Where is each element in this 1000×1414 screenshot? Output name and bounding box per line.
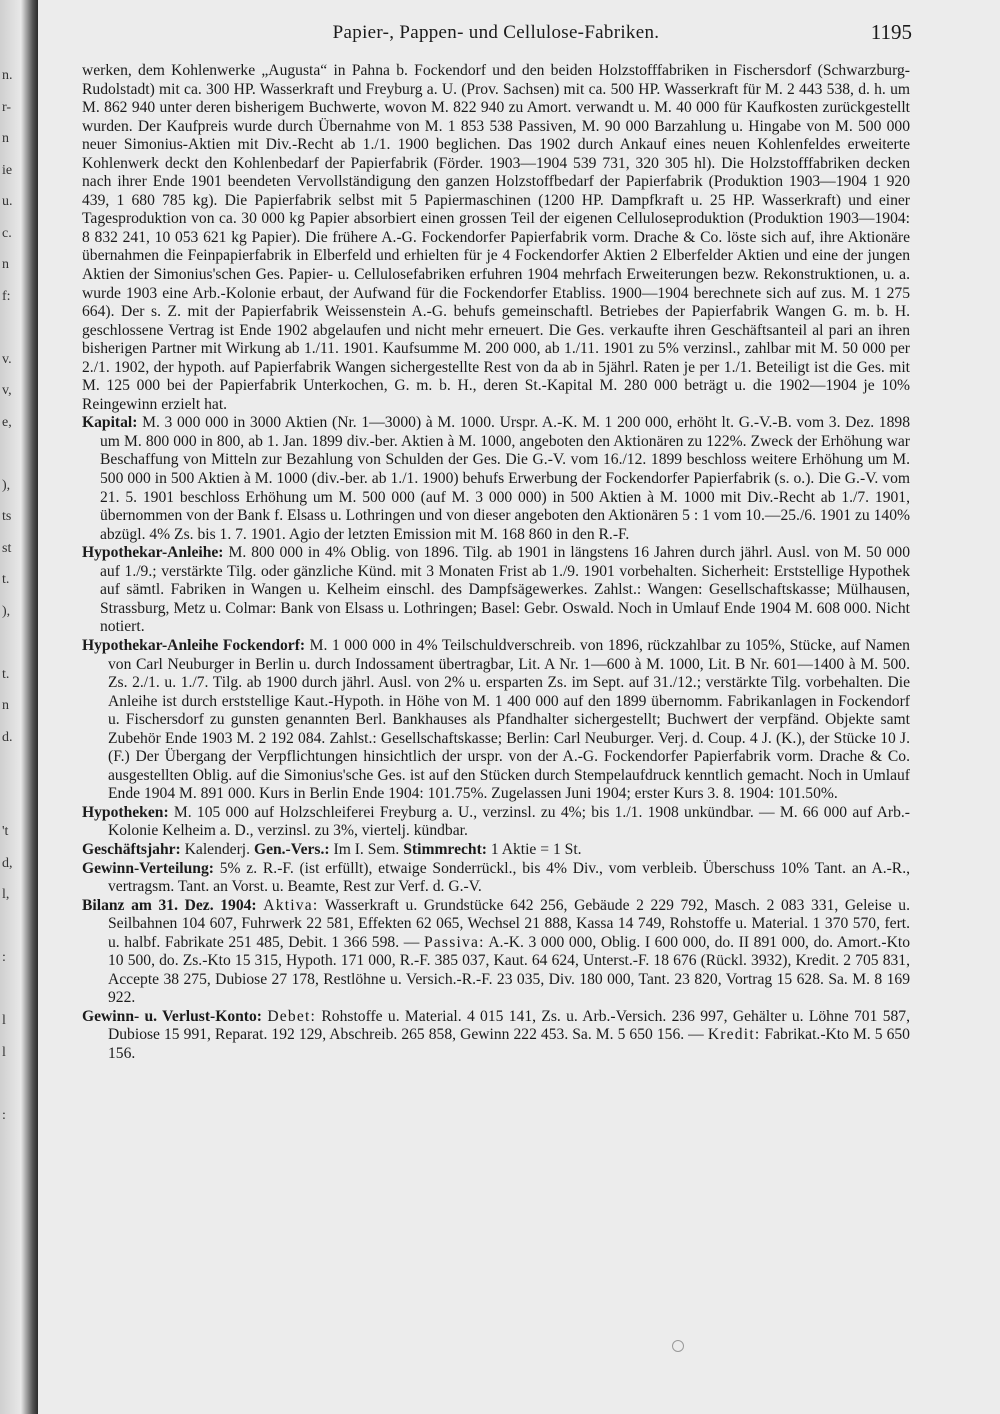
hypothekar-anleihe-fockendorf-text: M. 1 000 000 in 4% Teilschuldverschreib. von 1896, rückzahlbar zu 105%, Stücke, auf Namen von Carl Neuburger in Berlin u. durch Indossament übertragbar, Lit. A Nr. 1—600 à M. 1000, Lit. B Nr. 601—1400 à M. 500. Zs. 2./1. u. 1./7. Tilg. ab 1900 durch jährl. Ausl. von 2% u. ersparten Zs. im Sept. auf 31./12.; verstärkte Tilg. vorbehalten. Die Anleihe ist durch erststellige Kaut.-Hypoth. in Höhe von M. 1 400 000 auf den 1899 übernomm. Fabrikanlagen in Fockendorf u. Fischersdorf zu gunsten genannten Berl. Bankhauses als Pfandhalter sichergestellt; Buchwert der verpfänd. Objekte samt Zubehör Ende 1903 M. 2 192 084. Zahlst.: Gesellschaftskasse; Berlin: Carl Neuburger. Verj. d. Coup. 4 J. (K.), der Stücke 10 J. (F.) Der Übergang der Verpflichtungen hinsichtlich der urspr. von der A.-G. Fockendorfer Papierfabrik vorm. Drache & Co. ausgestellten Oblig. auf die Simonius'sche Ges. ist auf den Stücken durch Stempelaufdruck kenntlich gemacht. Noch in Umlauf Ende 1904 M. 891 000. Kurs in Berlin Ende 1904: 101.75%. Zugelassen Juni 1904; erster Kurs 3. 8. 1904: 101.50%. <box>108 636 910 803</box>
margin-fragment <box>2 785 16 817</box>
hypothekar-anleihe-entry <box>82 544 910 637</box>
bilanz-label: Bilanz am 31. Dez. 1904: <box>82 896 257 914</box>
margin-fragment <box>2 312 16 344</box>
hypotheken-text: M. 105 000 auf Holzschleiferei Freyburg a. U., verzinsl. zu 4%; bis 1./1. 1908 unkündbar. — M. 66 000 auf Arb.-Kolonie Kelheim a. D., verzinsl. zu 3%, viertelj. kündbar. <box>108 803 910 840</box>
margin-fragment: l, <box>2 887 10 902</box>
debet-label: Debet: <box>267 1007 317 1025</box>
margin-fragment <box>2 627 16 659</box>
debet-text: Rohstoffe u. Material. 4 015 141, Zs. u. Arb.-Versich. 236 997, Gehälter u. Löhne 701 587, Dubiose 15 991, Reparat. 192 129, Abschreib. 265 858, Gewinn 222 453. Sa. M. 5 650 156. — <box>108 1007 910 1044</box>
bilanz-entry <box>82 897 910 1008</box>
gewinn-verteilung-label: Gewinn-Verteilung: <box>82 859 214 877</box>
stimmrecht-label: Stimmrecht: <box>403 840 487 858</box>
company-history-paragraph: werken, dem Kohlenwerke „Augusta“ in Pahna b. Fockendorf und den beiden Holzstofffabriken in Fischersdorf (Schwarzburg-Rudolstadt) mit ca. 300 HP. Wasserkraft und Freyburg a. U. (Prov. Sachsen) mit ca. 500 HP. Wasserkraft für M. 2 443 538, d. h. um M. 862 940 unter deren bisherigem Buchwerte, wovon M. 822 940 zu Amort. verwandt u. M. 40 000 für Kaufkosten zurückgestellt wurden. Der Kaufpreis wurde durch Übernahme von M. 1 853 538 Passiven, M. 90 000 Barzahlung u. Hingabe von M. 500 000 neuer Simonius-Aktien mit Div.-Recht ab 1./1. 1900 beglichen. Das 1902 durch Ankauf eines neuen Kohlenfeldes erweiterte Kohlenwerk deckt den Kohlenbedarf der Papierfabrik (Förder. 1903—1904 539 731, 320 305 hl). Die Holzstofffabriken decken nach ihrer Ende 1901 beendeten Vervollständigung den ganzen Holzstoffbedarf der Papierfabrik (Produktion 1903—1904 1 920 439, 1 680 785 kg). Die Papierfabrik selbst mit 5 Papiermaschinen (1200 HP. Dampfkraft u. 25 HP. Wasserkraft) und einer Tagesproduktion von ca. 30 000 kg Papier absorbiert einen grossen Teil der eigenen Celluloseproduktion (Produktion 1903—1904: 8 832 241, 10 053 621 kg Papier). Die frühere A.-G. Fockendorfer Papierfabrik vorm. Drache & Co. löste sich auf, ihre Aktionäre übernahmen die Feinpapierfabrik in Elberfeld und erhielten für je 4 Fockendorfer Aktien 2 Elberfelder Aktien und eine der jungen Aktien der Simonius'schen Ges. Papier- u. Cellulosefabriken erfuhren 1904 mehrfach Erweiterungen bezw. Rekonstruktionen, u. a. wurde 1903 eine Arb.-Kolonie erbaut, der Aufwand für die Fockendorfer Etabliss. 1900—1904 berechnete sich auf zus. M. 1 275 664). Der s. Z. mit der Papierfabrik Weissenstein A.-G. behufs gemeinschaftl. Betriebes der Papierfabrik Wangen G. m. b. H. geschlossene Vertrag ist Ende 1902 abgelaufen und nicht mehr erneuert. Die Ges. verkaufte ihren Geschäftsanteil al pari an ihren bisherigen Partner mit Wirkung ab 1./11. 1901. Kaufsumme M. 200 000, ab 1./11. 1901 zu 5% verzinsl., zahlbar mit M. 50 000 per 2./1. 1902, der hypoth. auf Papierfabrik Wangen sichergestellte Rest von da ab in 5jährl. Raten je per 1./1. Beteiligt ist die Ges. mit M. 125 000 bei der Papierfabrik Unterkochen, G. m. b. H., deren St.-Kapital M. 280 000 beträgt u. die 1902—1904 je 10% Reingewinn erzielt hat. <box>82 62 910 413</box>
margin-fragment: e, <box>2 414 12 430</box>
stimmrecht-text: 1 Aktie = 1 St. <box>490 840 582 858</box>
page-number: 1195 <box>870 20 912 44</box>
margin-fragment: l <box>2 1013 6 1028</box>
margin-fragment <box>2 974 16 1006</box>
margin-fragment <box>2 753 16 785</box>
margin-fragment: n. <box>2 68 13 83</box>
body-text <box>82 62 910 1064</box>
margin-fragment: 't <box>2 824 9 839</box>
margin-fragment: n <box>2 257 9 272</box>
hypothekar-anleihe-text: M. 800 000 in 4% Oblig. von 1896. Tilg. ab 1901 in längstens 16 Jahren durch jährl. Ausl. von M. 50 000 auf 1./9.; verstärkte Tilg. oder gänzliche Künd. mit 3 Monaten Frist ab 1./9. 1901 vorbehalten. Sicherheit: Erststellige Hypothek auf sämtl. Fabriken in Wangen u. Kelheim einschl. des Dampfsägewerkes. Zahlst.: Wangen: Gesellschaftskasse; Mülhausen, Strassburg, Metz u. Colmar: Bank von Elsass u. Lothringen; Basel: Gebr. Oswald. Noch in Umlauf Ende 1904 M. 608 000. Nicht notiert. <box>100 544 910 636</box>
margin-fragment: ts <box>2 509 12 524</box>
margin-fragment: l <box>2 1044 6 1060</box>
margin-fragment: n <box>2 131 9 146</box>
gewinn-verlust-entry <box>82 1008 910 1064</box>
margin-fragment: t. <box>2 572 10 587</box>
page-content <box>82 14 910 1064</box>
gen-vers-text: Im I. Sem. <box>333 840 400 858</box>
kapital-label: Kapital: <box>82 414 138 432</box>
scan-artifact-circle <box>672 1340 684 1352</box>
margin-fragment: t. <box>2 666 10 682</box>
aktiva-label: Aktiva: <box>263 896 319 914</box>
kredit-label: Kredit: <box>707 1026 761 1044</box>
margin-fragment: r- <box>2 99 12 115</box>
passiva-text: A.-K. 3 000 000, Oblig. I 600 000, do. II 891 000, do. Amort.-Kto 10 500, do. Zs.-Kto 15 315, Hypoth. 171 000, R.-F. 385 037, Kaut. 64 624, Unterst.-F. 18 676 (Rückl. 3932), Kredit. 2 705 831, Accepte 38 275, Dubiose 27 178, Restlöhne u. Versich.-R.-F. 23 035, Div. 180 000, Tant. 23 820, Vortrag 15 628. Sa. M. 8 169 922. <box>108 933 911 1007</box>
running-header <box>82 14 910 54</box>
gewinn-verteilung-entry <box>82 860 910 897</box>
aktiva-text: Wasserkraft u. Grundstücke 642 256, Gebäude 2 229 792, Masch. 2 083 331, Geleise u. Seilbahnen 104 607, Fuhrwerk 22 581, Effekten 62 065, Wechsel 21 888, Kassa 14 749, Rohstoffe u. Material. 1 370 570, fert. u. halbf. Fabrikate 251 485, Debit. 1 366 598. — <box>108 896 911 951</box>
geschaeftsjahr-label: Geschäftsjahr: <box>82 840 181 858</box>
geschaeftsjahr-text: Kalenderj. <box>184 840 251 858</box>
margin-fragment: : <box>2 1107 6 1123</box>
kredit-text: Fabrikat.-Kto M. 5 650 156. <box>108 1026 910 1062</box>
kapital-text: M. 3 000 000 in 3000 Aktien (Nr. 1—3000) à M. 1000. Urspr. A.-K. M. 1 200 000, erhöht lt. G.-V.-B. vom 3. Dez. 1898 um M. 800 000 in 800, ab 1. Jan. 1899 div.-ber. Aktien à M. 1000, angeboten den Aktionären zu 122%. Zweck der Erhöhung war Beschaffung von Mitteln zur Bezahlung von Schulden der Ges. Die G.-V. vom 16./12. 1899 beschloss weitere Erhöhung um M. 500 000 in 500 Aktien à M. 1000 (div.-ber. ab 1./1. 1900) behufs Erwerbung der Fockendorfer Papierfabrik (s. o.). Die G.-V. vom 21. 5. 1901 beschloss Erhöhung um M. 500 000 (auf M. 3 000 000) in 500 Aktien à M. 1000 mit Div.-Recht ab 1./7. 1901, übernommen von der Bank f. Elsass u. Lothringen und von dieser angeboten den Aktionären 5 : 1 vom 10.—25./6. 1901 zu 140% abzügl. 4% Zs. bis 1. 7. 1901. Agio der letzten Emission mit M. 168 860 in den R.-F. <box>100 414 910 543</box>
kapital-entry <box>82 414 910 544</box>
margin-fragment: v. <box>2 351 12 367</box>
margin-fragment: d. <box>2 729 13 745</box>
margin-fragment <box>2 438 16 470</box>
hypotheken-label: Hypotheken: <box>82 803 169 821</box>
hypothekar-anleihe-fockendorf-label: Hypothekar-Anleihe Fockendorf: <box>82 636 306 654</box>
hypothekar-anleihe-fockendorf-entry <box>82 637 910 804</box>
margin-fragment: c. <box>2 225 12 241</box>
hypotheken-entry <box>82 804 910 841</box>
previous-page-margin-text <box>2 60 16 1131</box>
gen-vers-label: Gen.-Vers.: <box>253 840 330 858</box>
margin-fragment: st <box>2 540 12 556</box>
hypothekar-anleihe-label: Hypothekar-Anleihe: <box>82 544 224 562</box>
margin-fragment: ), <box>2 477 11 493</box>
margin-fragment <box>2 1068 16 1100</box>
passiva-label: Passiva: <box>423 933 485 951</box>
margin-fragment: : <box>2 950 6 965</box>
margin-fragment: u. <box>2 194 13 209</box>
margin-fragment: n <box>2 698 9 713</box>
margin-fragment: d, <box>2 855 13 871</box>
running-title: Papier-, Pappen- und Cellulose-Fabriken. <box>332 22 660 43</box>
margin-fragment: ), <box>2 603 11 619</box>
margin-fragment: f: <box>2 288 11 304</box>
gewinn-verteilung-text: 5% z. R.-F. (ist erfüllt), etwaige Sonderrückl., bis 4% Div., vom verbleib. Überschuss 10% Tant. an A.-R., vertragsm. Tant. an Vorst. u. Beamte, Rest zur Verf. d. G.-V. <box>108 859 910 896</box>
geschaeftsjahr-entry <box>82 841 910 860</box>
margin-fragment: ie <box>2 162 13 178</box>
margin-fragment <box>2 911 16 943</box>
gewinn-verlust-label: Gewinn- u. Verlust-Konto: <box>82 1007 262 1025</box>
margin-fragment: v, <box>2 383 12 398</box>
